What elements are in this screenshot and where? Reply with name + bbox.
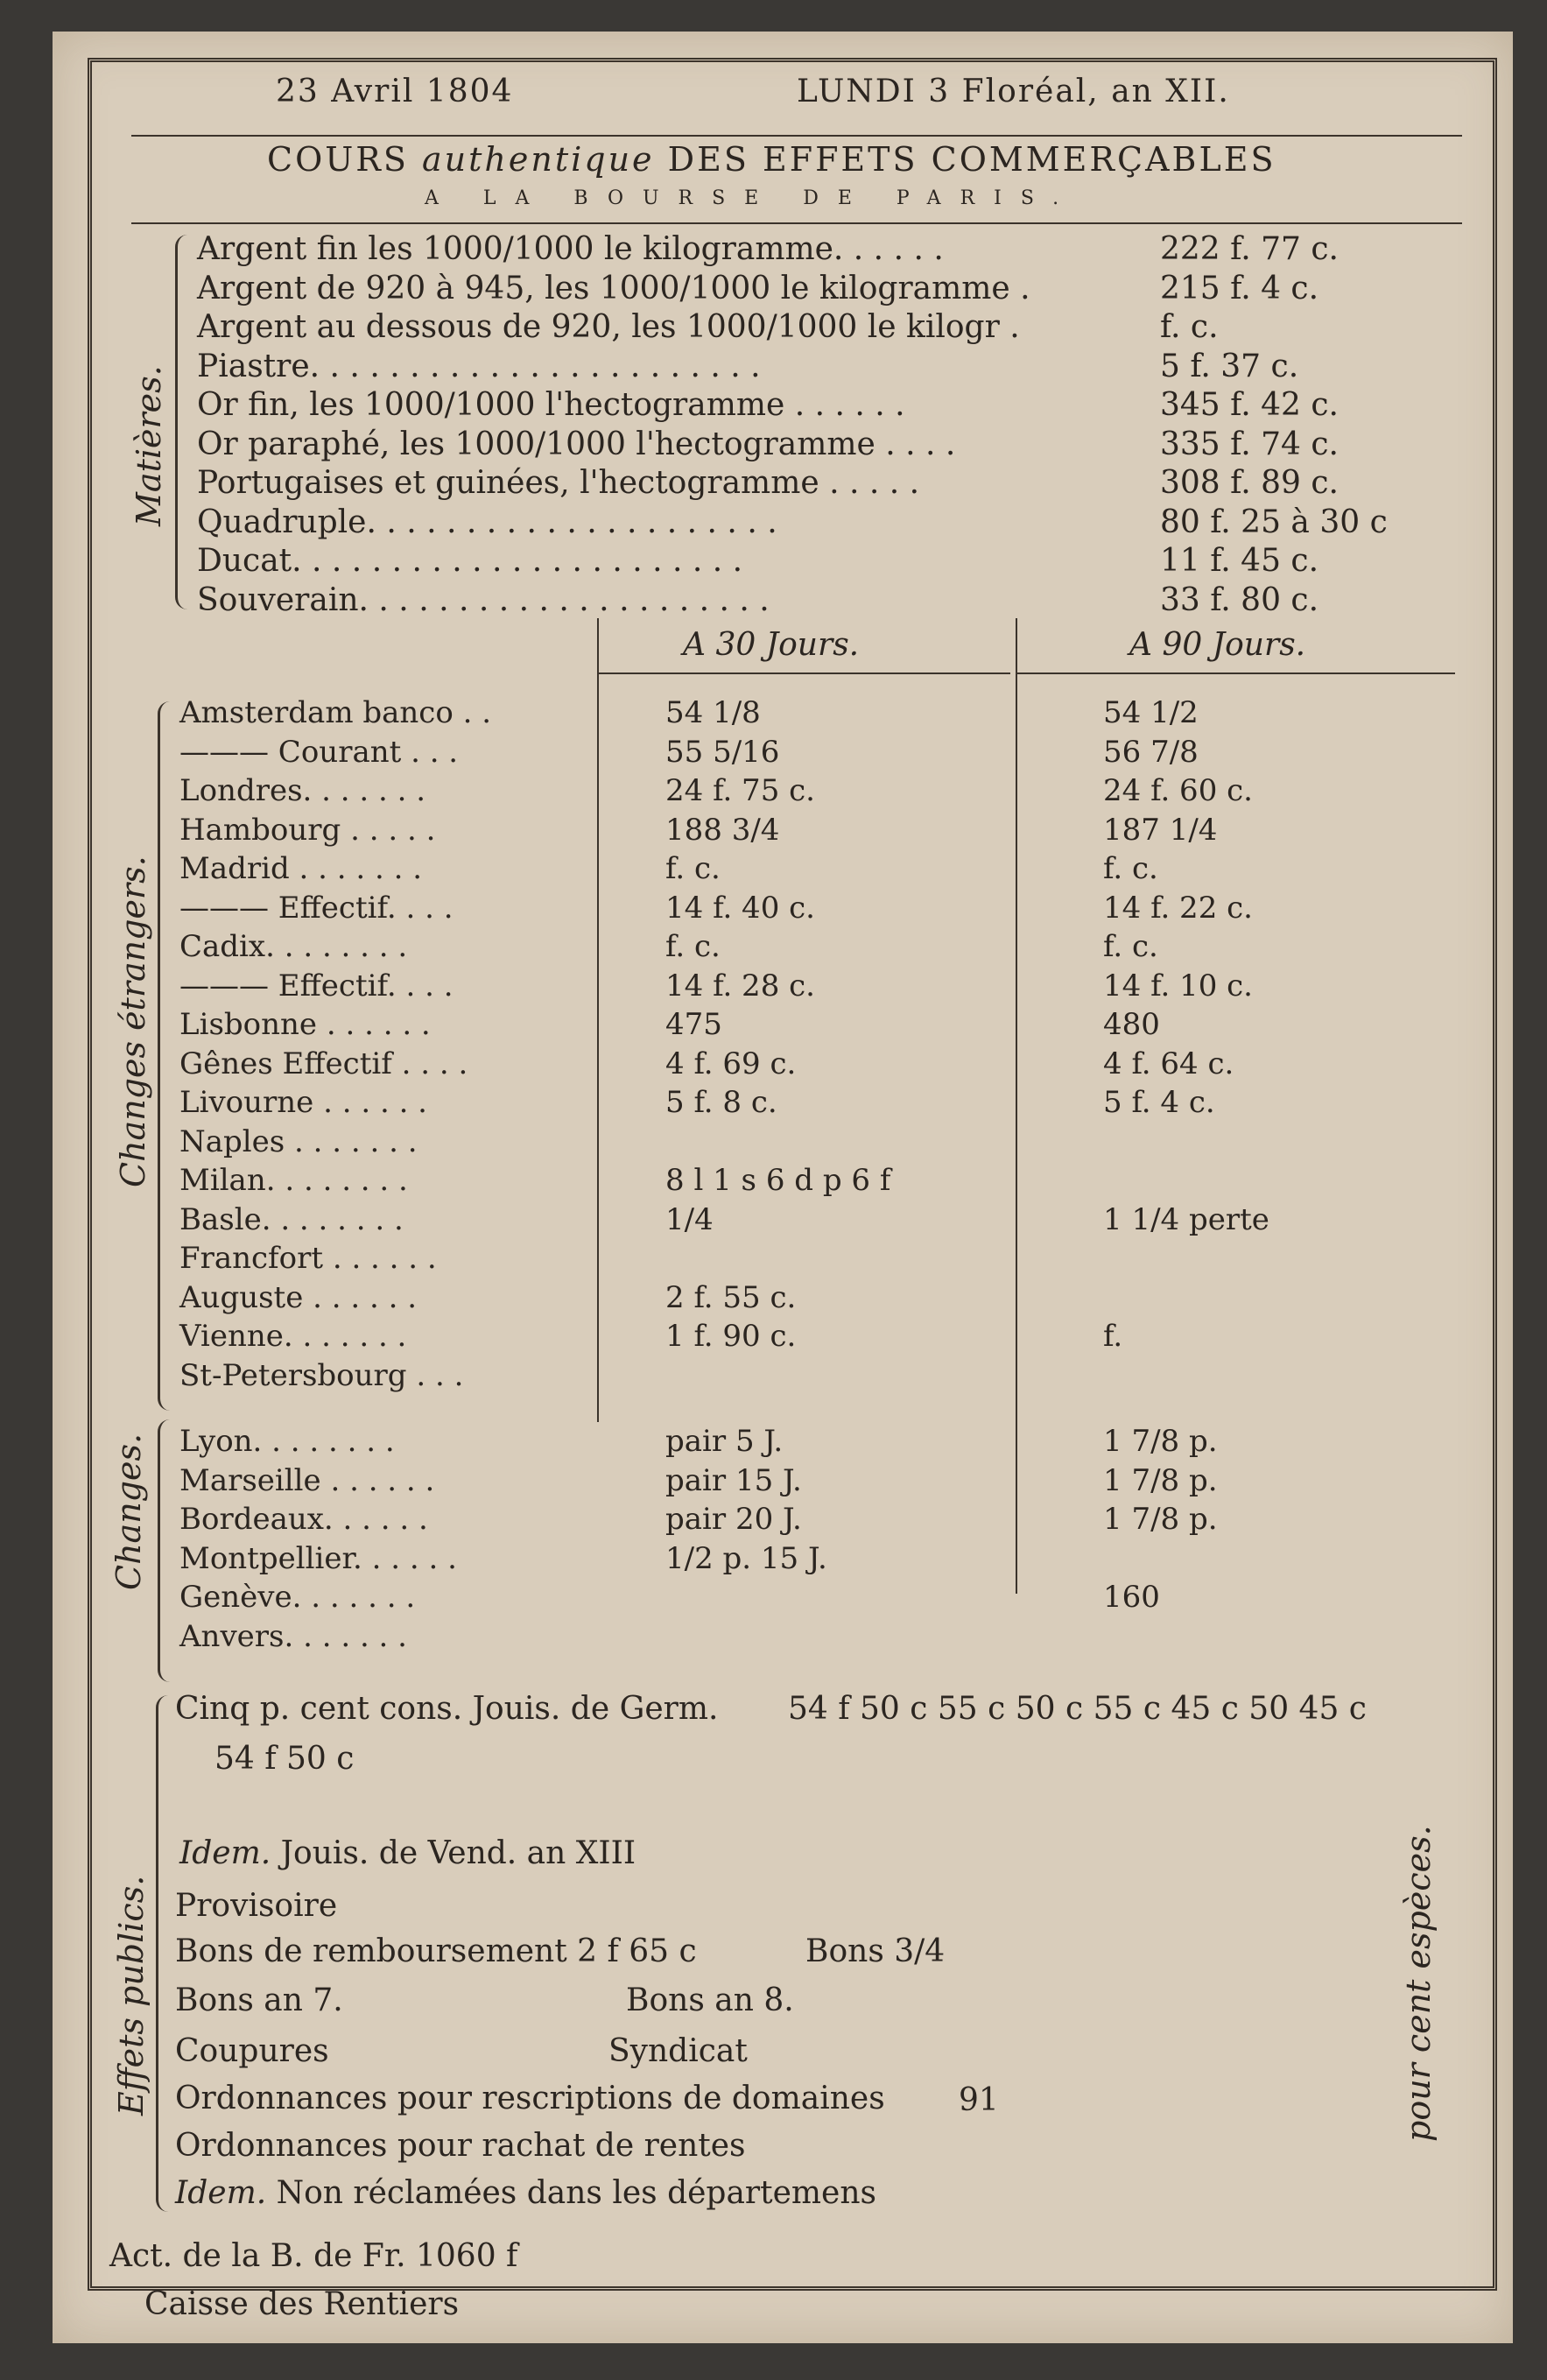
change-rate-90: 5 f. 4 c. [1103, 1085, 1215, 1120]
effets-cinq-values: 54 f 50 c 55 c 50 c 55 c 45 c 50 45 c [788, 1691, 1367, 1727]
change-rate-30: f. c. [665, 929, 721, 964]
matieres-row-label: Souverain. . . . . . . . . . . . . . . . . . . . . [197, 581, 770, 618]
matieres-row-label: Argent de 920 à 945, les 1000/1000 le kilogramme . [197, 270, 1030, 306]
change-place: Marseille . . . . . . [179, 1462, 435, 1498]
change-place: Livourne . . . . . . [179, 1085, 427, 1120]
col-header-30: A 30 Jours. [683, 627, 860, 663]
effets-provisoire: Provisoire [175, 1888, 338, 1924]
document-page [53, 32, 1513, 2343]
change-rate-90: 1 7/8 p. [1103, 1424, 1218, 1459]
page-title: COURS authentique DES EFFETS COMMERÇABLES [267, 140, 1276, 179]
effets-coupures: Coupures [175, 2033, 329, 2069]
change-rate-90: 56 7/8 [1103, 734, 1199, 770]
matieres-row-price: f. c. [1160, 309, 1219, 345]
change-place: Lyon. . . . . . . . [179, 1424, 395, 1459]
change-place: Londres. . . . . . . [179, 773, 426, 808]
change-rate-30: 8 l 1 s 6 d p 6 f [665, 1163, 891, 1198]
change-place: Gênes Effectif . . . . [179, 1046, 468, 1081]
matieres-brace [175, 235, 190, 609]
section-changes: Changes. [109, 1433, 148, 1590]
matieres-row-price: 222 f. 77 c. [1160, 231, 1339, 267]
matieres-row-label: Argent fin les 1000/1000 le kilogramme. . . . . . [197, 231, 944, 267]
effets-idem-nonreclamees: Idem. Non réclamées dans les départemens [175, 2175, 877, 2211]
footer-caisse: Caisse des Rentiers [144, 2286, 460, 2322]
change-rate-90: 24 f. 60 c. [1103, 773, 1253, 808]
change-place: Lisbonne . . . . . . [179, 1007, 431, 1042]
matieres-row-label: Ducat. . . . . . . . . . . . . . . . . . . . . . . [197, 543, 743, 579]
change-place: ——— Effectif. . . . [179, 890, 454, 926]
effets-ord-domaines: Ordonnances pour rescriptions de domaines [175, 2081, 885, 2116]
section-matieres: Matières. [130, 365, 168, 526]
change-place: Basle. . . . . . . . [179, 1201, 404, 1237]
effets-ord-rachat: Ordonnances pour rachat de rentes [175, 2128, 746, 2164]
effets-syndicat: Syndicat [608, 2033, 748, 2069]
matieres-row-label: Piastre. . . . . . . . . . . . . . . . . . . . . . . [197, 348, 761, 384]
change-place: Anvers. . . . . . . [179, 1618, 407, 1654]
change-place: Genève. . . . . . . [179, 1580, 416, 1615]
change-place: Francfort . . . . . . [179, 1241, 437, 1276]
change-place: St-Petersbourg . . . [179, 1357, 464, 1393]
change-place: Vienne. . . . . . . [179, 1319, 407, 1354]
change-rate-90: f. c. [1103, 851, 1158, 886]
effets-brace [156, 1695, 171, 2212]
change-rate-90: 14 f. 22 c. [1103, 890, 1253, 926]
change-rate-90: 480 [1103, 1007, 1160, 1042]
change-rate-90: 1 7/8 p. [1103, 1462, 1218, 1498]
change-rate-90: 1 7/8 p. [1103, 1502, 1218, 1537]
change-rate-30: 1 f. 90 c. [665, 1319, 797, 1354]
change-rate-30: 475 [665, 1007, 722, 1042]
change-rate-90: 1 1/4 perte [1103, 1201, 1269, 1237]
change-rate-90: 160 [1103, 1580, 1160, 1615]
change-rate-90: f. [1103, 1319, 1123, 1354]
change-rate-30: 4 f. 69 c. [665, 1046, 797, 1081]
change-rate-30: 1/2 p. 15 J. [665, 1540, 827, 1576]
change-place: Amsterdam banco . . [179, 695, 492, 730]
matieres-row-price: 80 f. 25 à 30 c [1160, 503, 1388, 540]
change-place: Naples . . . . . . . [179, 1123, 418, 1159]
matieres-row-price: 215 f. 4 c. [1160, 270, 1319, 306]
section-effets-publics: Effets publics. [112, 1875, 151, 2116]
footer-act: Act. de la B. de Fr. 1060 f [109, 2238, 518, 2274]
matieres-row-price: 345 f. 42 c. [1160, 387, 1339, 423]
col-divider-2 [1016, 618, 1017, 1594]
col-header-90: A 90 Jours. [1129, 627, 1306, 663]
effets-bons-an7: Bons an 7. [175, 1982, 343, 2018]
change-rate-30: 2 f. 55 c. [665, 1279, 797, 1315]
title-rule [131, 222, 1462, 224]
change-rate-30: 14 f. 28 c. [665, 968, 815, 1003]
matieres-row-price: 308 f. 89 c. [1160, 465, 1339, 501]
change-rate-90: 54 1/2 [1103, 695, 1199, 730]
change-place: Auguste . . . . . . [179, 1279, 418, 1315]
matieres-row-label: Argent au dessous de 920, les 1000/1000 le kilogr . [197, 309, 1020, 345]
change-rate-30: 55 5/16 [665, 734, 780, 770]
matieres-row-price: 33 f. 80 c. [1160, 581, 1319, 618]
change-rate-90: 14 f. 10 c. [1103, 968, 1253, 1003]
effets-ord-domaines-value: 91 [959, 2082, 999, 2118]
header-date: 23 Avril 1804 [276, 74, 514, 109]
matieres-row-price: 335 f. 74 c. [1160, 426, 1339, 462]
change-rate-30: 24 f. 75 c. [665, 773, 815, 808]
effets-cinq-label: Cinq p. cent cons. Jouis. de Germ. [175, 1691, 719, 1727]
change-place: ——— Courant . . . [179, 734, 459, 770]
change-rate-30: pair 5 J. [665, 1424, 784, 1459]
matieres-row-label: Portugaises et guinées, l'hectogramme . . . . . [197, 465, 920, 501]
change-place: Madrid . . . . . . . [179, 851, 423, 886]
section-changes-etrangers: Changes étrangers. [114, 856, 152, 1187]
effets-bons-an8: Bons an 8. [626, 1982, 794, 2018]
change-place: Montpellier. . . . . . [179, 1540, 457, 1576]
col-divider-1 [597, 618, 599, 1422]
change-rate-30: 5 f. 8 c. [665, 1085, 777, 1120]
change-rate-30: 1/4 [665, 1201, 714, 1237]
change-place: Milan. . . . . . . . [179, 1163, 408, 1198]
change-rate-30: pair 15 J. [665, 1462, 802, 1498]
change-place: Bordeaux. . . . . . [179, 1502, 428, 1537]
col-rule-90 [1017, 672, 1455, 674]
effets-bons-34: Bons 3/4 [805, 1933, 946, 1969]
effets-idem-vend: Idem. Jouis. de Vend. an XIII [179, 1835, 636, 1871]
matieres-row-label: Quadruple. . . . . . . . . . . . . . . . . . . . . [197, 503, 777, 540]
change-rate-30: 54 1/8 [665, 695, 761, 730]
section-pour-cent: pour cent espèces. [1399, 1825, 1438, 2142]
header-rule [131, 135, 1462, 137]
change-rate-90: 187 1/4 [1103, 812, 1218, 848]
matieres-row-label: Or fin, les 1000/1000 l'hectogramme . . . . . . [197, 387, 905, 423]
changes-brace [158, 1419, 172, 1682]
change-place: ——— Effectif. . . . [179, 968, 454, 1003]
change-place: Hambourg . . . . . [179, 812, 436, 848]
change-rate-30: pair 20 J. [665, 1502, 802, 1537]
effets-cinq-close: 54 f 50 c [214, 1741, 355, 1777]
change-place: Cadix. . . . . . . . [179, 929, 408, 964]
changes-etrangers-brace [158, 701, 172, 1411]
change-rate-90: 4 f. 64 c. [1103, 1046, 1234, 1081]
col-rule-30 [599, 672, 1010, 674]
change-rate-90: f. c. [1103, 929, 1158, 964]
change-rate-30: 14 f. 40 c. [665, 890, 815, 926]
page-subtitle: A LA BOURSE DE PARIS. [425, 187, 1079, 209]
header-day: LUNDI 3 Floréal, an XII. [797, 74, 1230, 109]
change-rate-30: 188 3/4 [665, 812, 780, 848]
matieres-row-price: 5 f. 37 c. [1160, 348, 1299, 384]
matieres-row-price: 11 f. 45 c. [1160, 543, 1319, 579]
change-rate-30: f. c. [665, 851, 721, 886]
effets-bons-remboursement: Bons de remboursement 2 f 65 c [175, 1933, 697, 1969]
matieres-row-label: Or paraphé, les 1000/1000 l'hectogramme . . . . [197, 426, 956, 462]
